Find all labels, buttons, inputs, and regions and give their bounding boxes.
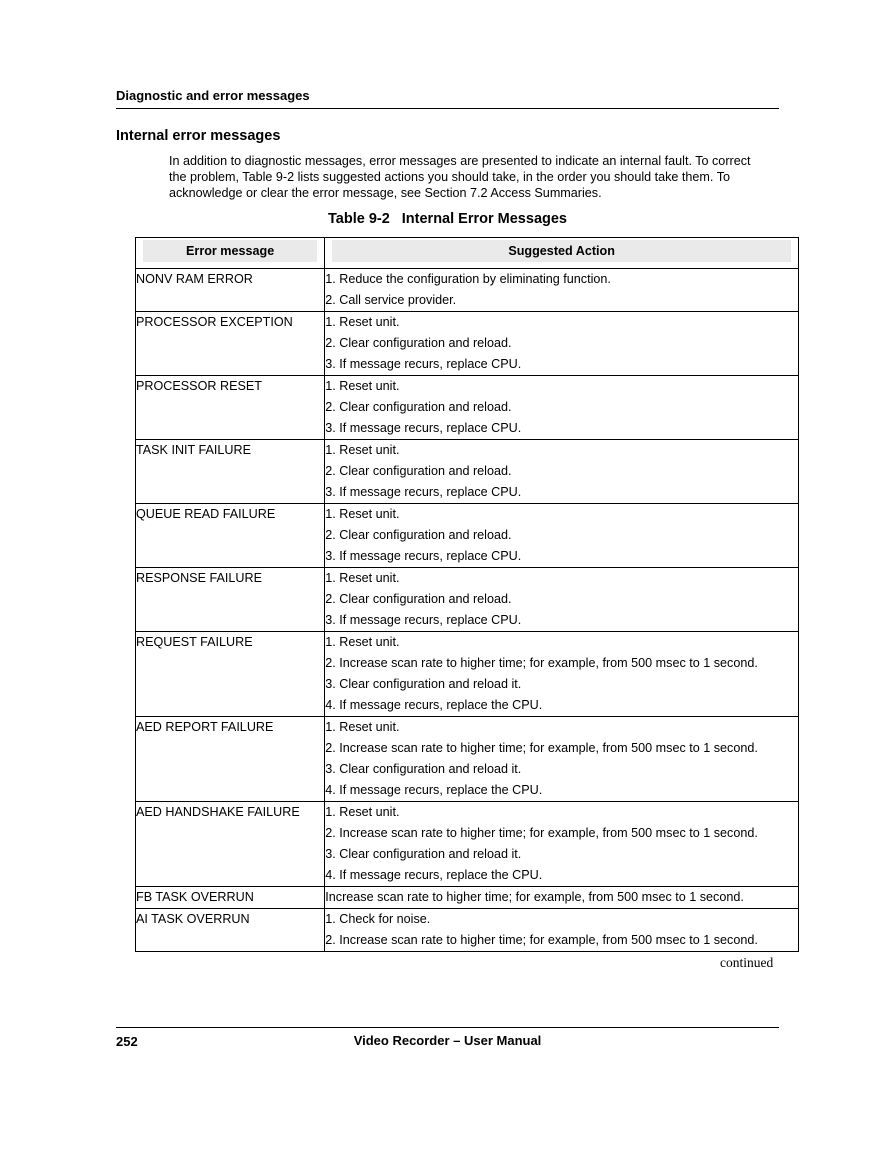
action-step: 1. Check for noise. (325, 912, 431, 926)
header-suggested-action: Suggested Action (325, 238, 799, 269)
table-row (136, 909, 799, 952)
error-message-cell: AI TASK OVERRUN (136, 909, 325, 952)
table-body (136, 269, 799, 952)
error-message-cell: TASK INIT FAILURE (136, 440, 325, 504)
action-step: 1. Reset unit. (325, 571, 400, 585)
action-step: 1. Reset unit. (325, 379, 400, 393)
table-row (136, 504, 799, 568)
table-row (136, 568, 799, 632)
suggested-action-cell (325, 909, 799, 952)
table-row (136, 376, 799, 440)
error-message-cell: QUEUE READ FAILURE (136, 504, 325, 568)
action-step: 2. Increase scan rate to higher time; for example, from 500 msec to 1 second. (325, 933, 758, 947)
action-step: 2. Call service provider. (325, 293, 457, 307)
suggested-action-cell (325, 504, 799, 568)
suggested-action-cell (325, 802, 799, 887)
table-row (136, 269, 799, 312)
action-step: 4. If message recurs, replace the CPU. (325, 698, 543, 712)
error-message-cell: PROCESSOR EXCEPTION (136, 312, 325, 376)
action-step: 4. If message recurs, replace the CPU. (325, 783, 543, 797)
continued-note: continued (720, 955, 774, 970)
suggested-action-cell (325, 632, 799, 717)
action-step: 2. Increase scan rate to higher time; for example, from 500 msec to 1 second. (325, 656, 758, 670)
suggested-action-cell (325, 717, 799, 802)
table-row (136, 632, 799, 717)
error-message-cell: AED HANDSHAKE FAILURE (136, 802, 325, 887)
suggested-action-cell (325, 312, 799, 376)
table-caption-title: Internal Error Messages (401, 211, 567, 227)
suggested-action-cell (325, 887, 799, 909)
action-step: 1. Reset unit. (325, 443, 400, 457)
action-step: 2. Increase scan rate to higher time; for example, from 500 msec to 1 second. (325, 826, 758, 840)
suggested-action-cell (325, 269, 799, 312)
error-message-cell: FB TASK OVERRUN (136, 887, 325, 909)
action-step: 3. If message recurs, replace CPU. (325, 613, 522, 627)
action-step: 2. Clear configuration and reload. (325, 592, 512, 606)
action-step: 2. Clear configuration and reload. (325, 528, 512, 542)
footer-doc-title: Video Recorder – User Manual (353, 1033, 542, 1048)
error-message-cell: NONV RAM ERROR (136, 269, 325, 312)
action-step: 1. Reduce the configuration by eliminating function. (325, 272, 611, 286)
action-step: 3. Clear configuration and reload it. (325, 762, 522, 776)
section-title: Internal error messages (116, 128, 281, 144)
action-step: 3. If message recurs, replace CPU. (325, 421, 522, 435)
action-step: 1. Reset unit. (325, 635, 400, 649)
page-number: 252 (116, 1034, 138, 1049)
table-row (136, 312, 799, 376)
table-row (136, 887, 799, 909)
action-step: 2. Increase scan rate to higher time; for example, from 500 msec to 1 second. (325, 741, 758, 755)
action-step: 1. Reset unit. (325, 720, 400, 734)
action-step: 3. If message recurs, replace CPU. (325, 485, 522, 499)
suggested-action-cell (325, 376, 799, 440)
table-caption-number: Table 9-2 (328, 211, 390, 227)
action-step: 3. Clear configuration and reload it. (325, 677, 522, 691)
table-header-row (136, 238, 799, 269)
action-step: 1. Reset unit. (325, 805, 400, 819)
table-caption (116, 211, 779, 227)
action-step: 3. If message recurs, replace CPU. (325, 357, 522, 371)
error-message-cell: RESPONSE FAILURE (136, 568, 325, 632)
action-step: 1. Reset unit. (325, 315, 400, 329)
table-row (136, 440, 799, 504)
action-step: 4. If message recurs, replace the CPU. (325, 868, 543, 882)
action-step: Increase scan rate to higher time; for example, from 500 msec to 1 second. (325, 890, 744, 904)
table-row (136, 717, 799, 802)
header-error-message: Error message (136, 238, 325, 269)
error-message-cell: REQUEST FAILURE (136, 632, 325, 717)
action-step: 2. Clear configuration and reload. (325, 400, 512, 414)
action-step: 2. Clear configuration and reload. (325, 464, 512, 478)
error-message-cell: PROCESSOR RESET (136, 376, 325, 440)
action-step: 3. Clear configuration and reload it. (325, 847, 522, 861)
intro-paragraph: In addition to diagnostic messages, error messages are presented to indicate an internal fault. To correct the problem, Table 9-2 lists suggested actions you should take, in the order you should take them. To acknowledge or clear the error message, see Section 7.2 Access Summaries. (169, 154, 751, 200)
error-table (135, 237, 799, 952)
action-step: 3. If message recurs, replace CPU. (325, 549, 522, 563)
action-step: 2. Clear configuration and reload. (325, 336, 512, 350)
running-header (116, 88, 779, 109)
suggested-action-cell (325, 568, 799, 632)
page-footer (116, 1027, 779, 1048)
table-row (136, 802, 799, 887)
suggested-action-cell (325, 440, 799, 504)
error-message-cell: AED REPORT FAILURE (136, 717, 325, 802)
action-step: 1. Reset unit. (325, 507, 400, 521)
running-header-title: Diagnostic and error messages (116, 88, 310, 103)
